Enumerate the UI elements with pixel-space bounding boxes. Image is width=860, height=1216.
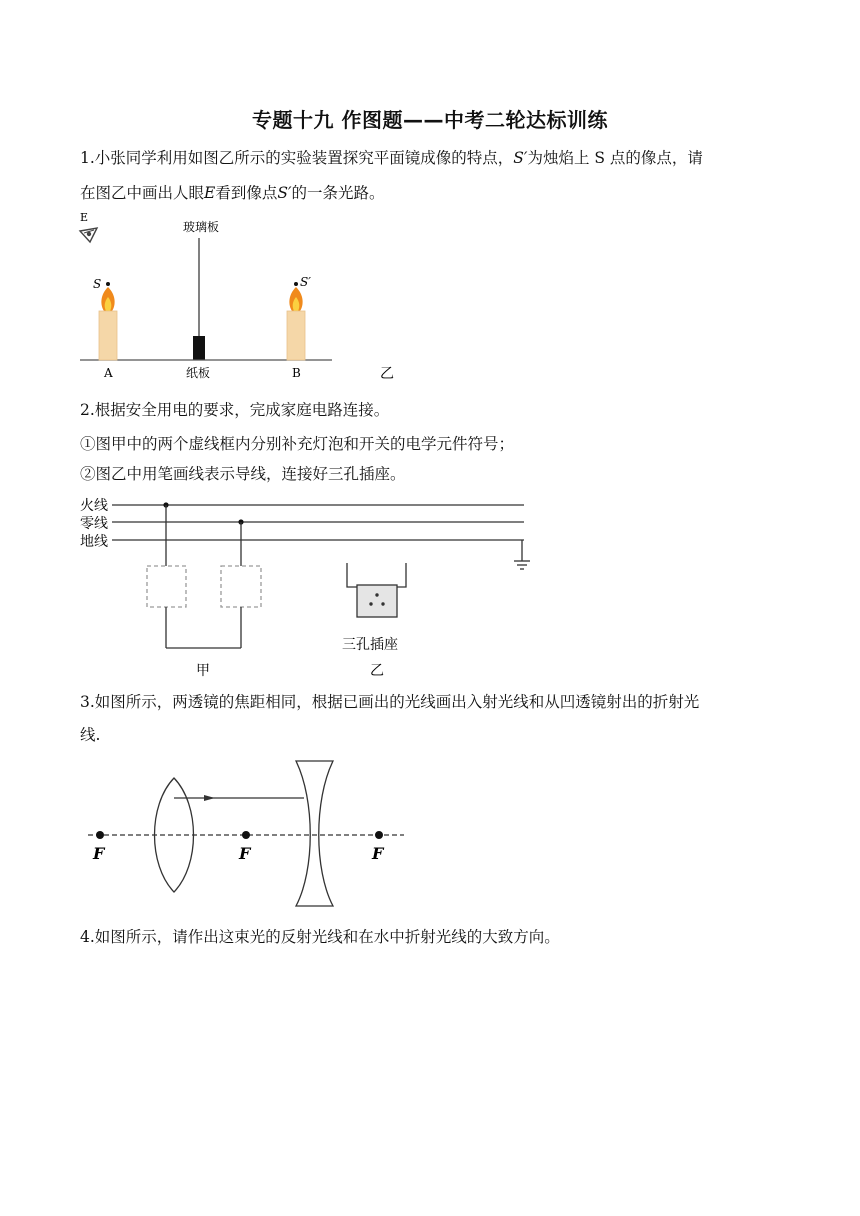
f-label-mid: F <box>239 844 251 863</box>
caption-yi: 乙 <box>370 663 384 679</box>
neutral-wire-label: 零线 <box>80 516 108 532</box>
q3-line2: 线. <box>80 726 101 744</box>
q1-line2-mid: 看到像点 <box>215 184 278 202</box>
q1-s-prime: S′ <box>513 149 528 167</box>
ground-symbol-icon <box>514 540 530 569</box>
q1-figure <box>0 205 420 385</box>
paper-board <box>193 336 205 360</box>
q1-line1-post: 为烛焰上 S 点的像点，请 <box>527 149 703 167</box>
q1-caption: 乙 <box>380 366 394 382</box>
q2-line2: ①图甲中的两个虚线框内分别补充灯泡和开关的电学元件符号； <box>80 435 515 453</box>
q1-glass-label: 玻璃板 <box>183 220 220 234</box>
q1-paper-label: 纸板 <box>186 366 211 380</box>
point-s <box>106 282 110 286</box>
socket-label: 三孔插座 <box>342 637 398 653</box>
q1-candle-b-label: B <box>292 366 301 380</box>
ground-wire-label: 地线 <box>80 534 108 550</box>
dashed-box-left <box>147 566 186 607</box>
q1-s-prime-2: S′ <box>277 184 292 202</box>
point-s-prime <box>294 282 298 286</box>
q1-line1-pre: 1.小张同学利用如图乙所示的实验装置探究平面镜成像的特点， <box>80 149 514 167</box>
f-label-left: F <box>93 844 105 863</box>
q2-line1: 2.根据安全用电的要求，完成家庭电路连接。 <box>80 401 390 419</box>
q3-line1: 3.如图所示，两透镜的焦距相同，根据已画出的光线画出入射光线和从凹透镜射出的折射光 <box>80 693 700 711</box>
three-hole-socket <box>347 563 406 617</box>
q1-line2-post: 的一条光路。 <box>291 184 385 202</box>
q2-line3: ②图乙中用笔画线表示导线，连接好三孔插座。 <box>80 465 406 483</box>
q1-e-var: E <box>204 184 216 202</box>
focus-point-mid <box>242 831 250 839</box>
candle-b <box>287 287 305 360</box>
caption-jia: 甲 <box>196 663 210 679</box>
candle-a <box>99 287 117 360</box>
q1-eye-label: E <box>80 211 89 224</box>
eye-icon <box>80 228 97 242</box>
q2-figure <box>0 490 560 690</box>
q1-candle-a-label: A <box>104 366 113 380</box>
q1-line2 <box>80 183 780 203</box>
arrow-icon <box>204 795 215 801</box>
q1-s-prime-label: S′ <box>300 275 311 289</box>
live-wire-label: 火线 <box>80 498 108 514</box>
concave-lens <box>296 761 333 906</box>
focus-point-left <box>96 831 104 839</box>
dashed-box-right <box>221 566 261 607</box>
page-title: 专题十九 作图题——中考二轮达标训练 <box>252 108 608 132</box>
q1-line1 <box>80 148 780 168</box>
focus-point-right <box>375 831 383 839</box>
q1-line2-pre: 在图乙中画出人眼 <box>80 184 205 202</box>
f-label-right: F <box>372 844 384 863</box>
q3-figure <box>0 755 420 915</box>
q4-line1: 4.如图所示，请作出这束光的反射光线和在水中折射光线的大致方向。 <box>80 928 560 946</box>
q1-s-label: S <box>93 277 102 291</box>
